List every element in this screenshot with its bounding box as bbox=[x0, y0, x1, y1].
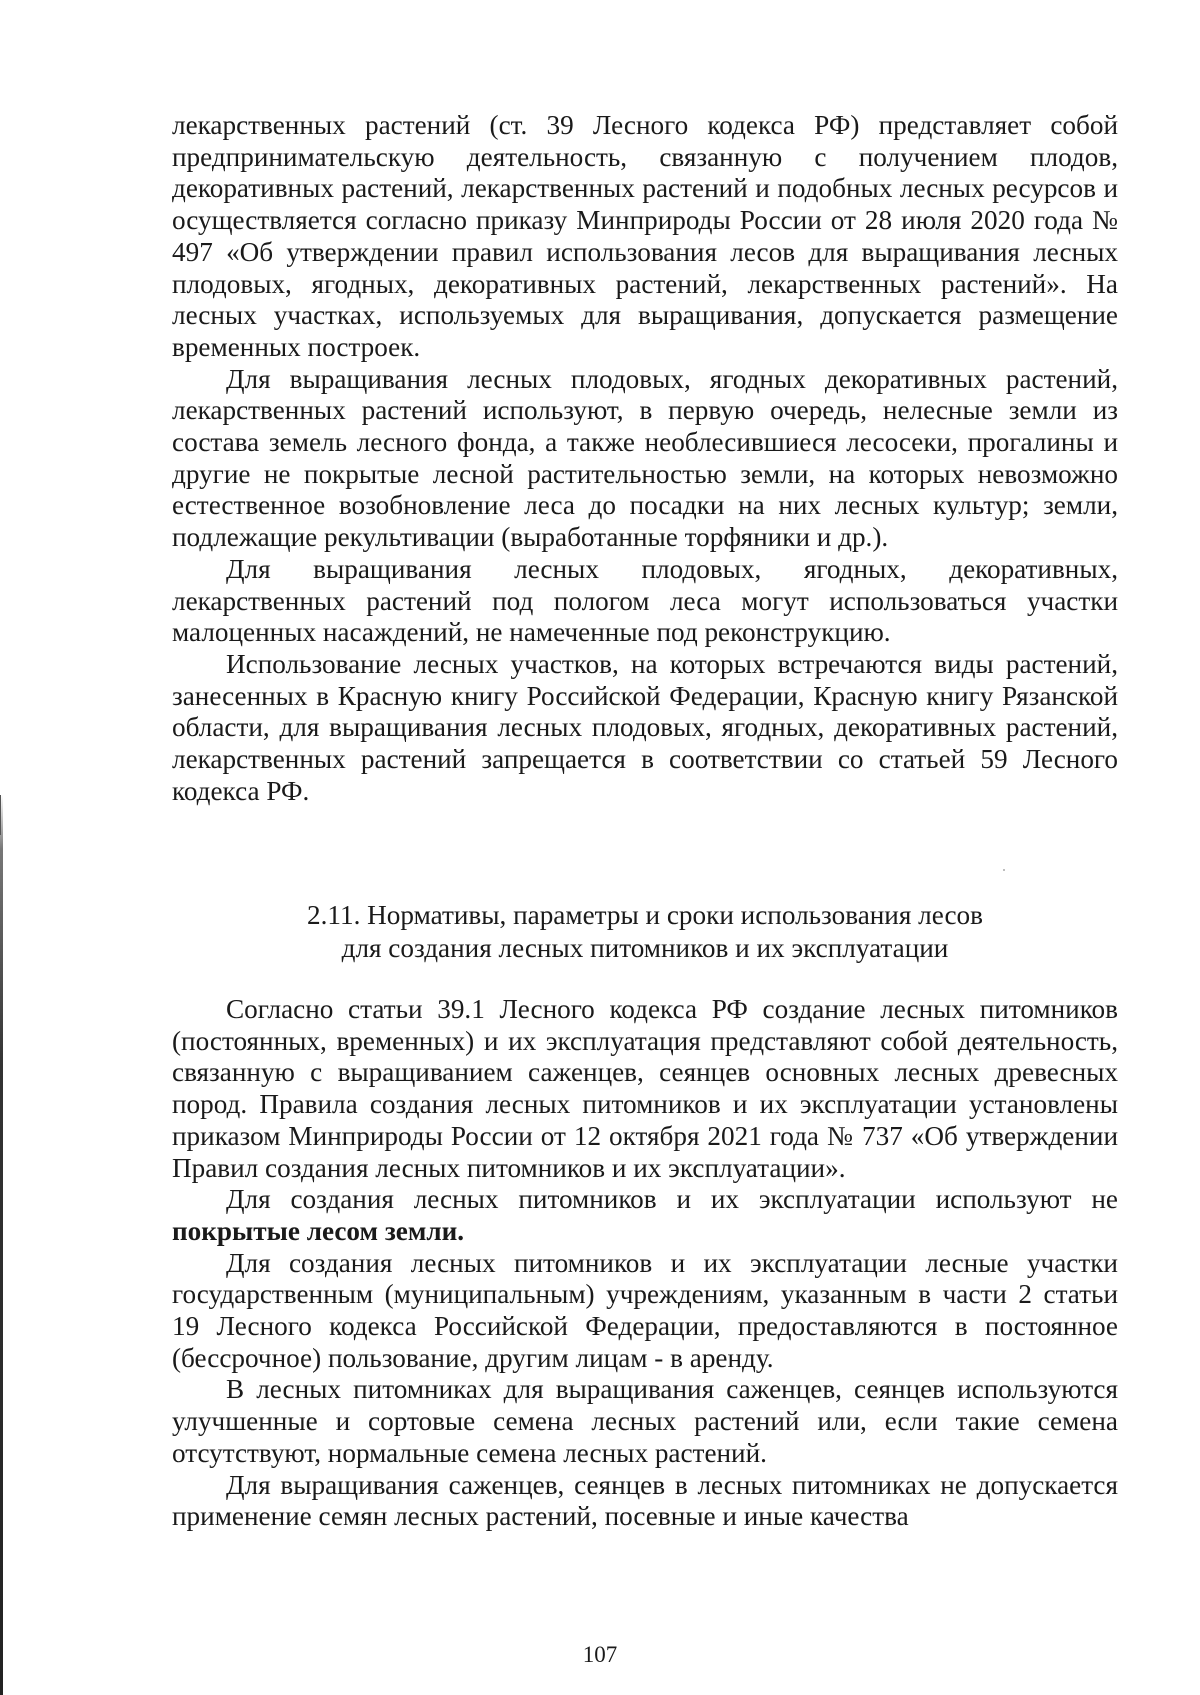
paragraph-nursery-lands bbox=[172, 1184, 1118, 1247]
section-heading-line-2: для создания лесных питомников и их эксплуатации bbox=[341, 933, 949, 963]
paragraph-seeds-used: В лесных питомниках для выращивания саженцев, сеянцев используются улучшенные и сортовые семена лесных растений или, если такие семена отсутствуют, нормальные семена лесных растений. bbox=[172, 1374, 1118, 1468]
paragraph-lands-for-cultivation: Для выращивания лесных плодовых, ягодных декоративных растений, лекарственных растений используют, в первую очередь, нелесные земли из состава земель лесного фонда, а также необлесившиеся лесосеки, прогалины и другие не покрытые лесной растительностью земли, на которых невозможно естественное возобновление леса до посадки на них лесных культур; земли, подлежащие рекультивации (выработанные торфяники и др.). bbox=[172, 363, 1118, 553]
scan-edge-mark bbox=[0, 795, 1, 835]
paragraph-under-canopy: Для выращивания лесных плодовых, ягодных, декоративных, лекарственных растений под пологом леса могут использоваться участки малоценных насаждений, не намеченные под реконструкцию. bbox=[172, 553, 1118, 648]
paragraph-nursery-lands-text: Для создания лесных питомников и их эксплуатации используют не bbox=[226, 1184, 1118, 1215]
text-block-upper bbox=[172, 110, 1118, 807]
paragraph-continuation: лекарственных растений (ст. 39 Лесного кодекса РФ) представляет собой предпринимательскую деятельность, связанную с получением плодов, декоративных растений, лекарственных растений и подобных лесных ресурсов и осуществляется согласно приказу Минприроды России от 28 июля 2020 года № 497 «Об утверждении правил использования лесов для выращивания лесных плодовых, ягодных, декоративных растений, лекарственных растений». На лесных участках, используемых для выращивания, допускается размещение временных построек. bbox=[172, 110, 1118, 362]
paragraph-nursery-definition: Согласно статьи 39.1 Лесного кодекса РФ создание лесных питомников (постоянных, временных) и их эксплуатация представляют собой деятельность, связанную с выращиванием саженцев, сеянцев основных лесных древесных пород. Правила создания лесных питомников и их эксплуатации установлены приказом Минприроды России от 12 октября 2021 года № 737 «Об утверждении Правил создания лесных питомников и их эксплуатации». bbox=[172, 994, 1118, 1183]
text-block-lower bbox=[172, 994, 1118, 1533]
scan-left-edge-shadow bbox=[0, 795, 3, 1695]
paragraph-seeds-restriction: Для выращивания саженцев, сеянцев в лесных питомниках не допускается применение семян лесных растений, посевные и иные качества bbox=[172, 1469, 1118, 1532]
section-heading-line-1: 2.11. Нормативы, параметры и сроки использования лесов bbox=[307, 900, 983, 930]
scan-speck bbox=[1003, 869, 1005, 871]
paragraph-nursery-lands-bold: покрытые лесом земли. bbox=[172, 1215, 465, 1246]
paragraph-red-book-restriction: Использование лесных участков, на которых встречаются виды растений, занесенных в Красную книгу Российской Федерации, Красную книгу Рязанской области, для выращивания лесных плодовых, ягодных, декоративных растений, лекарственных растений запрещается в соответствии со статьей 59 Лесного кодекса РФ. bbox=[172, 648, 1118, 806]
section-heading bbox=[172, 899, 1118, 965]
page-number: 107 bbox=[582, 1642, 618, 1667]
paragraph-land-provision: Для создания лесных питомников и их эксплуатации лесные участки государственным (муниципальным) учреждениям, указанным в части 2 статьи 19 Лесного кодекса Российской Федерации, предоставляются в постоянное (бессрочное) пользование, другим лицам - в аренду. bbox=[172, 1247, 1118, 1373]
